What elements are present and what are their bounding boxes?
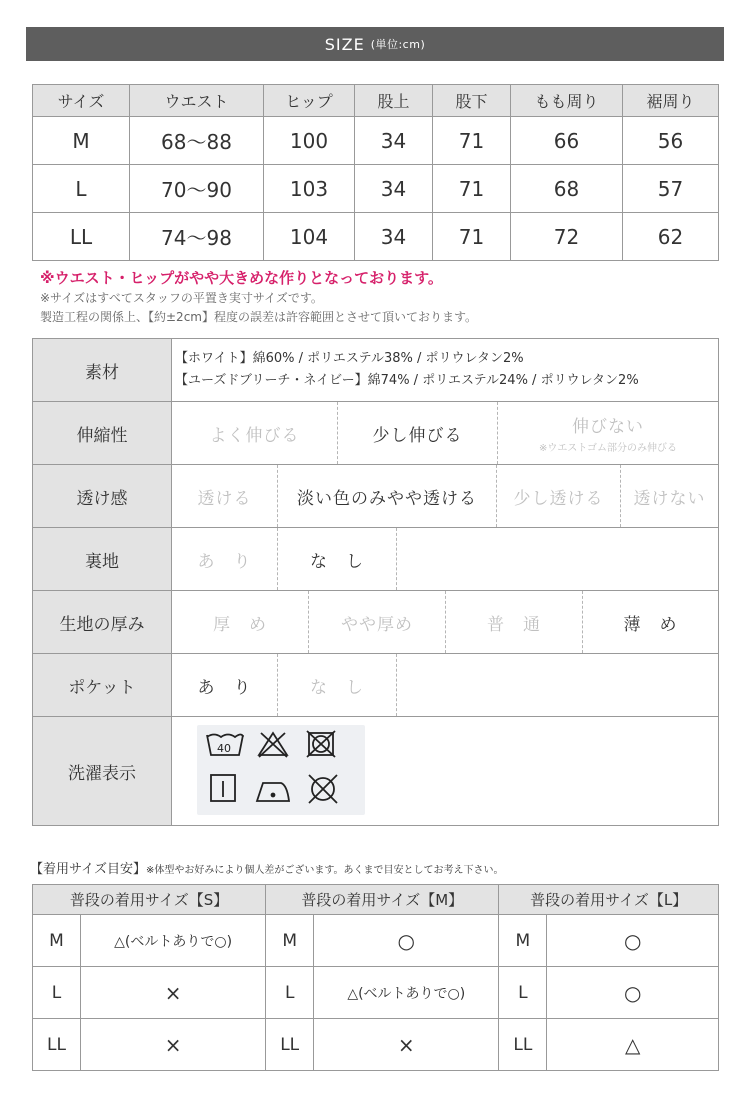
note-measurement: ※サイズはすべてスタッフの平置き実寸サイズです。 xyxy=(40,291,323,305)
fit-header-m: 普段の着用サイズ【M】 xyxy=(266,885,499,915)
table-cell: LL xyxy=(266,1019,314,1071)
thickness-cell xyxy=(172,591,719,654)
note-tolerance: 製造工程の関係上、【約±2cm】程度の誤差は許容範囲とさせて頂いております。 xyxy=(40,310,478,324)
iron-low-icon xyxy=(257,783,289,801)
wash-care-symbols xyxy=(197,725,365,815)
stretch-note: ※ウエストゴム部分のみ伸びる xyxy=(539,443,677,454)
material-row-thickness xyxy=(33,591,719,654)
thickness-option-somewhat-thick: やや厚め xyxy=(309,591,446,653)
size-table-header-row xyxy=(33,85,719,117)
table-cell: M xyxy=(33,915,81,967)
material-row-wash xyxy=(33,717,719,826)
thickness-option-thick: 厚 め xyxy=(172,591,309,653)
table-cell: ○ xyxy=(547,967,719,1019)
table-cell: LL xyxy=(33,213,130,261)
table-cell: L xyxy=(33,967,81,1019)
table-cell: × xyxy=(314,1019,499,1071)
material-table xyxy=(32,338,719,826)
material-row-sheer xyxy=(33,465,719,528)
table-cell: △(ベルトありで○) xyxy=(314,967,499,1019)
material-row-fabric xyxy=(33,339,719,402)
col-header-size: サイズ xyxy=(33,85,130,117)
table-cell: 34 xyxy=(355,165,433,213)
sheer-option-none: 透けない xyxy=(633,488,706,509)
table-cell: 62 xyxy=(623,213,719,261)
material-row-lining xyxy=(33,528,719,591)
table-cell: L xyxy=(266,967,314,1019)
table-cell: 68 xyxy=(511,165,623,213)
table-cell: 71 xyxy=(433,213,511,261)
table-row xyxy=(33,165,719,213)
sheer-option-sheer: 透ける xyxy=(172,465,278,527)
table-cell: 57 xyxy=(623,165,719,213)
table-cell: LL xyxy=(33,1019,81,1071)
table-cell: ○ xyxy=(314,915,499,967)
lining-option-no: な し xyxy=(278,528,397,590)
table-cell: 34 xyxy=(355,117,433,165)
fit-guide-table xyxy=(32,884,719,1071)
label-lining: 裏地 xyxy=(33,528,172,591)
table-row xyxy=(33,915,719,967)
label-sheer: 透け感 xyxy=(33,465,172,528)
sheer-cell xyxy=(172,465,719,528)
table-cell: M xyxy=(266,915,314,967)
fit-guide-note: ※体型やお好みにより個人差がございます。あくまで目安としてお考え下さい。 xyxy=(145,865,504,876)
table-cell: 71 xyxy=(433,165,511,213)
col-header-inseam: 股下 xyxy=(433,85,511,117)
fabric-bleach-navy: 【ユーズドブリーチ・ネイビー】綿74% / ポリエステル24% / ポリウレタン2% xyxy=(175,373,639,388)
table-row xyxy=(33,967,719,1019)
no-dry-clean-icon xyxy=(309,775,337,803)
lining-cell xyxy=(172,528,719,591)
fit-header-s: 普段の着用サイズ【S】 xyxy=(33,885,266,915)
fit-header-l: 普段の着用サイズ【L】 xyxy=(499,885,719,915)
sheer-option-light-colors: 淡い色のみやや透ける xyxy=(278,465,497,527)
table-cell: 74〜98 xyxy=(130,213,264,261)
table-cell: 66 xyxy=(511,117,623,165)
table-row xyxy=(33,1019,719,1071)
table-cell: M xyxy=(33,117,130,165)
no-tumble-dry-icon xyxy=(307,731,335,757)
label-pocket: ポケット xyxy=(33,654,172,717)
thickness-option-thin: 薄 め xyxy=(623,614,678,635)
table-cell: × xyxy=(81,1019,266,1071)
svg-text:40: 40 xyxy=(217,742,231,755)
fit-guide-heading: 【着用サイズ目安】 xyxy=(30,862,146,877)
col-header-hem: 裾周り xyxy=(623,85,719,117)
table-cell: 100 xyxy=(264,117,355,165)
table-cell: 34 xyxy=(355,213,433,261)
col-header-hip: ヒップ xyxy=(264,85,355,117)
table-cell: ○ xyxy=(547,915,719,967)
fabric-cell xyxy=(172,339,719,402)
table-cell: 70〜90 xyxy=(130,165,264,213)
stretch-option-none: 伸びない ※ウエストゴム部分のみ伸びる xyxy=(539,417,677,454)
table-cell: LL xyxy=(499,1019,547,1071)
table-cell: × xyxy=(81,967,266,1019)
table-cell: 56 xyxy=(623,117,719,165)
sheer-option-slight: 少し透ける xyxy=(497,465,621,527)
wash-cell xyxy=(172,717,719,826)
label-wash: 洗濯表示 xyxy=(33,717,172,826)
table-cell: △ xyxy=(547,1019,719,1071)
wash-40-icon xyxy=(207,735,243,756)
label-fabric: 素材 xyxy=(33,339,172,402)
material-row-stretch xyxy=(33,402,719,465)
table-cell: L xyxy=(499,967,547,1019)
pocket-option-yes: あ り xyxy=(172,654,278,716)
stretch-option-high: よく伸びる xyxy=(172,402,338,464)
material-row-pocket xyxy=(33,654,719,717)
wash-symbols-svg xyxy=(197,725,365,815)
lining-empty xyxy=(397,528,718,590)
table-cell: △(ベルトありで○) xyxy=(81,915,266,967)
stretch-option-slight: 少し伸びる xyxy=(338,402,498,464)
stretch-cell xyxy=(172,402,719,465)
thickness-option-normal: 普 通 xyxy=(446,591,583,653)
size-table xyxy=(32,84,719,261)
fit-guide-header-row xyxy=(33,885,719,915)
fabric-white: 【ホワイト】綿60% / ポリエステル38% / ポリウレタン2% xyxy=(175,351,524,366)
no-bleach-icon xyxy=(259,733,287,757)
pocket-option-no: な し xyxy=(278,654,397,716)
note-warning: ※ウエスト・ヒップがやや大きめな作りとなっております。 xyxy=(40,269,443,287)
line-dry-icon xyxy=(211,775,235,801)
table-cell: 104 xyxy=(264,213,355,261)
col-header-thigh: もも周り xyxy=(511,85,623,117)
col-header-rise: 股上 xyxy=(355,85,433,117)
size-title: SIZE xyxy=(324,34,365,54)
col-header-waist: ウエスト xyxy=(130,85,264,117)
label-stretch: 伸縮性 xyxy=(33,402,172,465)
table-cell: 71 xyxy=(433,117,511,165)
fit-guide-title xyxy=(30,858,504,877)
table-cell: 68〜88 xyxy=(130,117,264,165)
size-unit: (単位:cm) xyxy=(370,38,426,51)
pocket-cell xyxy=(172,654,719,717)
size-notes xyxy=(40,267,730,327)
table-cell: M xyxy=(499,915,547,967)
table-row xyxy=(33,213,719,261)
table-cell: L xyxy=(33,165,130,213)
table-cell: 72 xyxy=(511,213,623,261)
pocket-empty xyxy=(397,654,718,716)
lining-option-yes: あ り xyxy=(172,528,278,590)
size-section-header xyxy=(26,27,724,61)
table-row xyxy=(33,117,719,165)
table-cell: 103 xyxy=(264,165,355,213)
label-thickness: 生地の厚み xyxy=(33,591,172,654)
